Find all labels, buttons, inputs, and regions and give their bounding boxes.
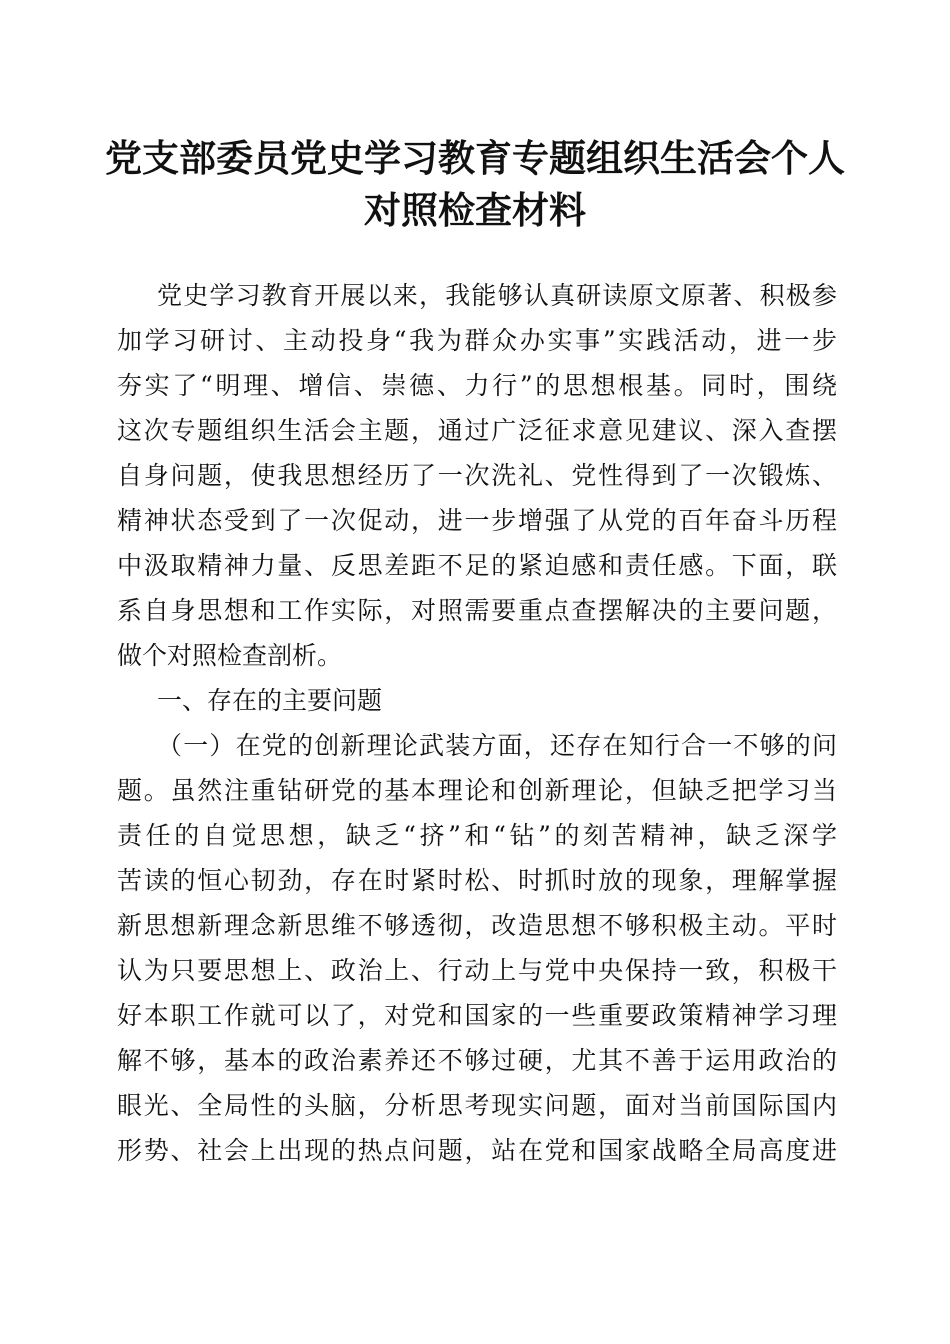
subsection-line: 苦读的恒心韧劲，存在时紧时松、时抓时放的现象，理解掌握 <box>117 866 837 895</box>
subsection-line: 形势、社会上出现的热点问题，站在党和国家战略全局高度进 <box>117 1136 837 1165</box>
title-line-1: 党支部委员党史学习教育专题组织生活会个人 <box>105 136 845 180</box>
subsection-line: （一）在党的创新理论武装方面，还存在知行合一不够的问 <box>157 731 837 760</box>
subsection-line: 解不够，基本的政治素养还不够过硬，尤其不善于运用政治的 <box>117 1046 837 1075</box>
title-line-2: 对照检查材料 <box>364 188 586 232</box>
subsection-line: 认为只要思想上、政治上、行动上与党中央保持一致，积极干 <box>117 956 837 985</box>
subsection-line: 题。虽然注重钻研党的基本理论和创新理论，但缺乏把学习当 <box>117 776 837 805</box>
intro-line: 夯实了“明理、增信、崇德、力行”的思想根基。同时，围绕 <box>117 371 837 400</box>
subsection-line: 好本职工作就可以了，对党和国家的一些重要政策精神学习理 <box>117 1001 837 1030</box>
document-title <box>100 132 850 236</box>
intro-line: 自身问题，使我思想经历了一次洗礼、党性得到了一次锻炼、 <box>117 461 837 490</box>
section-heading: 一、存在的主要问题 <box>157 686 383 715</box>
intro-line: 精神状态受到了一次促动，进一步增强了从党的百年奋斗历程 <box>117 506 837 535</box>
intro-line: 系自身思想和工作实际，对照需要重点查摆解决的主要问题， <box>117 596 837 625</box>
intro-line: 加学习研讨、主动投身“我为群众办实事”实践活动，进一步 <box>117 326 837 355</box>
subsection-line: 新思想新理念新思维不够透彻，改造思想不够积极主动。平时 <box>117 911 837 940</box>
subsection-line: 眼光、全局性的头脑，分析思考现实问题，面对当前国际国内 <box>117 1091 837 1120</box>
subsection-line: 责任的自觉思想，缺乏“挤”和“钻”的刻苦精神，缺乏深学 <box>117 821 837 850</box>
intro-line: 中汲取精神力量、反思差距不足的紧迫感和责任感。下面，联 <box>117 551 837 580</box>
intro-line: 党史学习教育开展以来，我能够认真研读原文原著、积极参 <box>157 281 837 310</box>
document-body <box>117 273 837 1173</box>
intro-line: 做个对照检查剖析。 <box>117 641 343 670</box>
intro-line: 这次专题组织生活会主题，通过广泛征求意见建议、深入查摆 <box>117 416 837 445</box>
